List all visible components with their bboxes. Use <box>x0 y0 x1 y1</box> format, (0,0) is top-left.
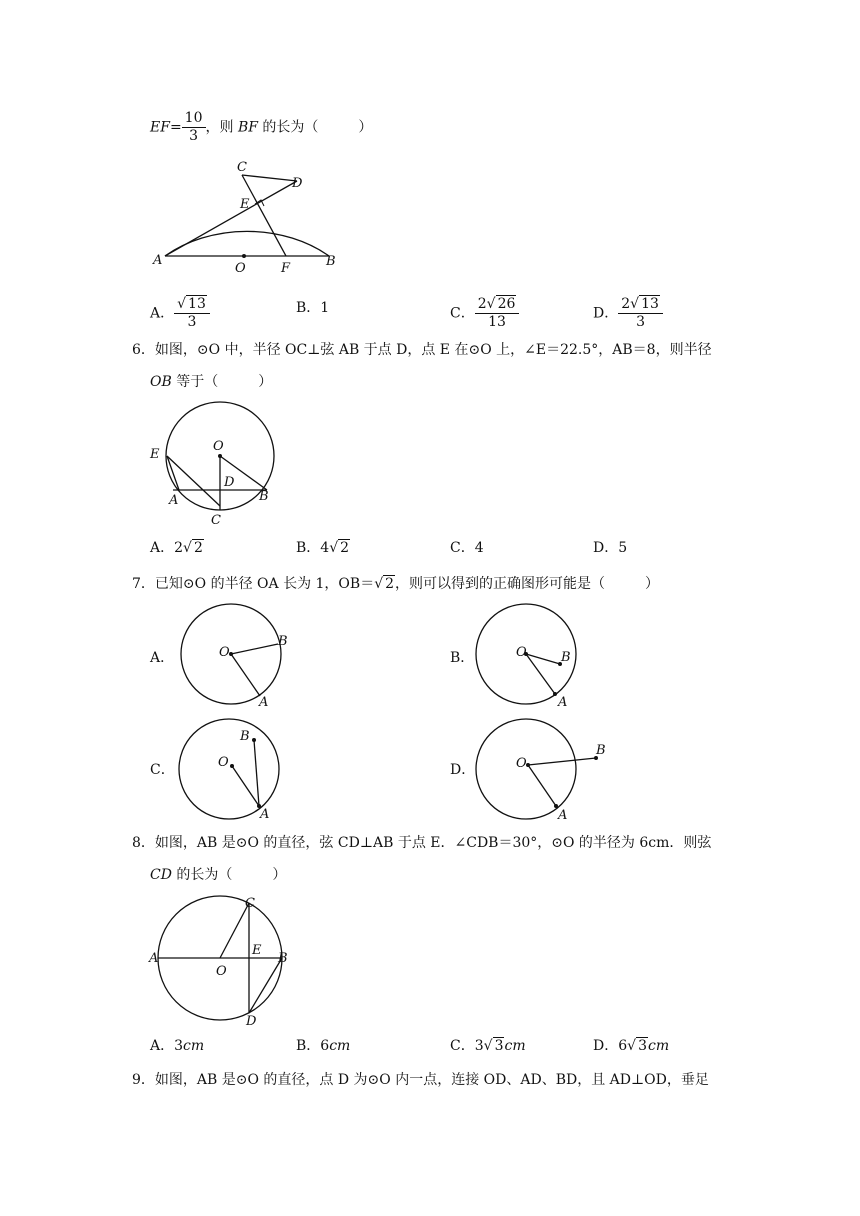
q5-chord-ad <box>165 181 297 256</box>
q8-label-c: C <box>245 896 255 911</box>
q5-stem <box>150 110 372 145</box>
q6-option-b[interactable]: B．4√ 2 <box>296 540 350 556</box>
q5-ef: EF <box>150 119 170 136</box>
q5-stem-text2: 的长为（ <box>257 119 319 136</box>
q8-label-a: A <box>149 951 159 966</box>
q7a-label-o: O <box>219 645 230 660</box>
q5-frac-den: 3 <box>189 128 199 144</box>
q8-stem-line1: 8．如图，AB 是⊙O 的直径，弦 CD⊥AB 于点 E．∠CDB＝30°，⊙O 的半径为 6cm．则弦 <box>132 835 712 851</box>
q6-option-a[interactable]: A．2√ 2 <box>150 540 203 556</box>
q6-label-b: B <box>259 489 269 504</box>
q7d-label-b: B <box>596 743 606 758</box>
q8-radius-oc <box>220 903 249 958</box>
q5-label-d: D <box>292 176 303 191</box>
q7b-label-b: B <box>561 650 571 665</box>
q7c-label-o: O <box>218 755 229 770</box>
q6-label-c: C <box>211 513 221 528</box>
q5-label-f: F <box>281 261 291 275</box>
q6-option-c[interactable]: C．4 <box>450 540 484 556</box>
q8-stem-line2: CD 的长为（ ） <box>150 867 287 883</box>
q6-label-e: E <box>150 447 160 462</box>
q7a-label-a: A <box>259 695 269 710</box>
q5-label-e: E <box>240 197 250 212</box>
q5-frac-num: 10 <box>182 110 206 128</box>
q5-option-b[interactable]: B．1 <box>296 300 330 316</box>
q5-label-a: A <box>153 253 163 268</box>
q7-option-d-label[interactable]: D． <box>450 762 476 778</box>
q6-option-d[interactable]: D．5 <box>593 540 628 556</box>
q8-label-o: O <box>216 964 227 979</box>
q5-bf: BF <box>237 119 258 136</box>
q6-label-a: A <box>169 493 179 508</box>
q7-option-a-label[interactable]: A． <box>150 650 175 666</box>
q5-chord-cd <box>242 175 297 181</box>
q5-option-a[interactable]: A． $\frac{√ 13}{3}$ <box>150 296 210 331</box>
q7b-label-a: A <box>558 695 568 710</box>
q7c-label-b: B <box>240 729 250 744</box>
q5-line-cf <box>242 175 286 256</box>
q5-semicircle <box>165 231 329 256</box>
q6-stem-line2: OB 等于（ ） <box>150 374 273 390</box>
q8-option-b[interactable]: B．6cm <box>296 1038 351 1054</box>
q5-option-c[interactable]: C． $\frac{2√ 26}{13}$ <box>450 296 519 331</box>
q7-stem: 7．已知⊙O 的半径 OA 长为 1，OB＝√ 2，则可以得到的正确图形可能是（ ） <box>132 576 660 592</box>
q7-option-a-figure[interactable] <box>172 603 297 713</box>
q8-figure <box>145 894 295 1030</box>
q7d-label-a: A <box>558 808 568 823</box>
q7b-label-o: O <box>516 645 527 660</box>
q8-option-d[interactable]: D．6√ 3cm <box>593 1038 670 1054</box>
q6-label-d: D <box>224 475 235 490</box>
q5-stem-text: ，则 <box>205 119 238 136</box>
q7-option-c-figure[interactable] <box>172 718 297 828</box>
q7-option-d-figure[interactable] <box>472 716 617 828</box>
q5-figure <box>145 160 350 275</box>
q6-center-dot <box>218 454 222 458</box>
q7d-label-o: O <box>516 756 527 771</box>
q7c-label-a: A <box>260 807 270 822</box>
q5-option-d[interactable]: D． $\frac{2√ 13}{3}$ <box>593 296 663 331</box>
q5-paren: ） <box>358 119 373 136</box>
q5-center-dot <box>242 254 246 258</box>
q5-label-o: O <box>235 261 246 275</box>
q7-option-b-figure[interactable] <box>472 603 597 713</box>
q9-stem-line1: 9．如图，AB 是⊙O 的直径，点 D 为⊙O 内一点，连接 OD、AD、BD，且 AD⊥OD，垂足 <box>132 1072 709 1088</box>
q8-option-a[interactable]: A．3cm <box>150 1038 205 1054</box>
q6-stem-line1: 6．如图，⊙O 中，半径 OC⊥弦 AB 于点 D，点 E 在⊙O 上，∠E＝22.5°，AB＝8，则半径 <box>132 342 712 358</box>
q5-eq: = <box>169 119 182 136</box>
q7-option-c-label[interactable]: C． <box>150 762 175 778</box>
q7a-label-b: B <box>278 634 288 649</box>
q8-chord-db <box>249 958 282 1013</box>
q7-option-b-label[interactable]: B． <box>450 650 475 666</box>
q5-label-b: B <box>326 254 336 269</box>
q5-label-c: C <box>237 160 247 175</box>
q8-label-d: D <box>246 1014 257 1029</box>
q6-figure <box>145 398 285 530</box>
q6-label-o: O <box>213 439 224 454</box>
q8-option-c[interactable]: C．3√ 3cm <box>450 1038 526 1054</box>
q5-fraction <box>182 110 206 145</box>
q8-label-b: B <box>278 951 288 966</box>
q8-label-e: E <box>252 943 262 958</box>
